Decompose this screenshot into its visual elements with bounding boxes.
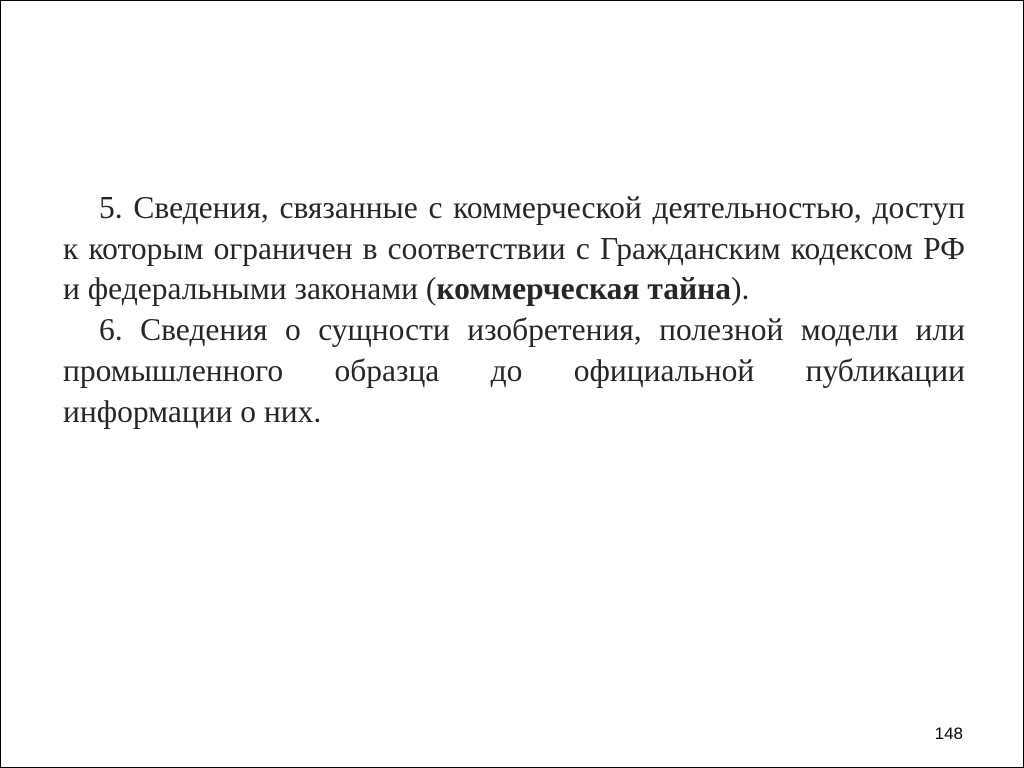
paragraph-5-closing: ). [731,271,750,307]
paragraph-5-text: 5. Сведения, связанные с коммерческой деятельностью, доступ к которым ограничен в соответствии с Гражданским кодексом РФ и федеральными законами ( [63,190,965,307]
paragraph-item-6: 6. Сведения о сущности изобретения, полезной модели или промышленного образца до официальной публикации информации о них. [63,312,965,429]
paragraph-item-5 [63,188,965,310]
page-number: 148 [934,724,963,743]
slide-body-text [63,188,965,432]
commercial-secret-term: коммерческая тайна [436,271,731,307]
